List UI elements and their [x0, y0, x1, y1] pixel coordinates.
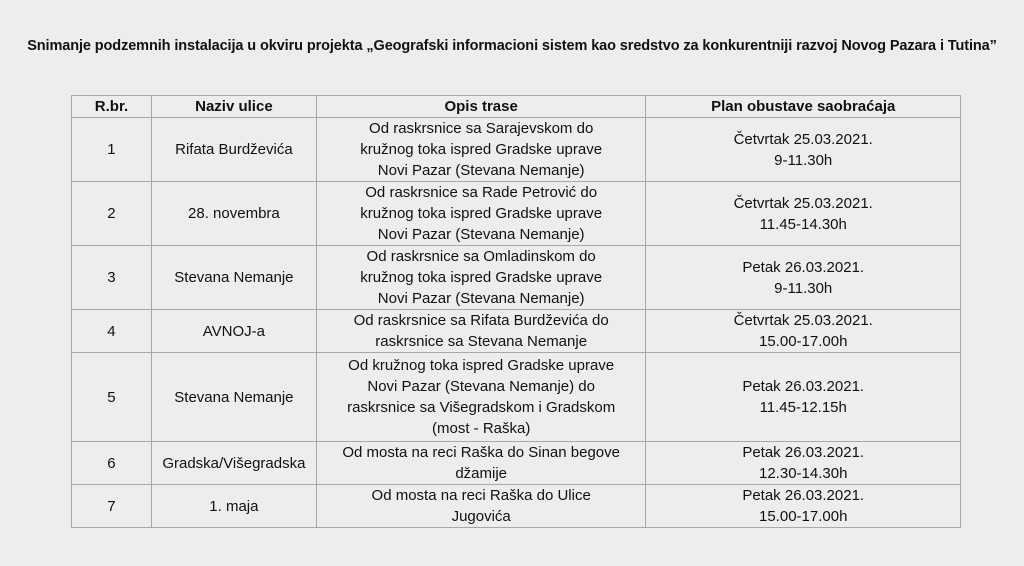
- plan-date: Petak 26.03.2021.: [742, 444, 865, 461]
- header-plan: Plan obustave saobraćaja: [646, 96, 961, 118]
- plan-date: Petak 26.03.2021.: [742, 258, 865, 276]
- header-number: R.br.: [72, 96, 152, 118]
- row-plan: [646, 310, 961, 353]
- route-line: kružnog toka ispred Gradske uprave: [360, 269, 603, 286]
- table-row: [72, 118, 961, 182]
- row-plan: [646, 246, 961, 310]
- row-route: [316, 485, 646, 528]
- plan-time: 9-11.30h: [774, 151, 833, 169]
- row-plan: [646, 182, 961, 246]
- row-plan: [646, 485, 961, 528]
- route-line: kružnog toka ispred Gradske uprave: [360, 141, 603, 158]
- table-header-row: [72, 96, 961, 118]
- plan-time: 9-11.30h: [774, 279, 833, 297]
- row-street: Stevana Nemanje: [151, 353, 316, 442]
- plan-date: Četvrtak 25.03.2021.: [733, 194, 873, 212]
- row-number: 1: [72, 118, 152, 182]
- route-line: Novi Pazar (Stevana Nemanje): [377, 162, 585, 179]
- route-line: (most - Raška): [431, 420, 531, 437]
- row-number: 7: [72, 485, 152, 528]
- page-title: Snimanje podzemnih instalacija u okviru projekta „Geografski informacioni sistem kao sredstvo za konkurentniji razvoj Novog Pazara i Tutina”: [27, 38, 997, 54]
- route-line: Novi Pazar (Stevana Nemanje): [377, 226, 585, 243]
- row-route: [316, 442, 646, 485]
- route-line: Od raskrsnice sa Rifata Burdževića do: [353, 312, 609, 329]
- route-line: Od kružnog toka ispred Gradske uprave: [348, 357, 615, 374]
- route-line: raskrsnice sa Stevana Nemanje: [375, 333, 588, 350]
- row-number: 5: [72, 353, 152, 442]
- table-row: [72, 246, 961, 310]
- table-row: [72, 442, 961, 485]
- route-line: Jugovića: [451, 508, 511, 525]
- plan-time: 11.45-14.30h: [759, 215, 847, 233]
- row-street: 28. novembra: [151, 182, 316, 246]
- row-street: 1. maja: [151, 485, 316, 528]
- row-street: Gradska/Višegradska: [151, 442, 316, 485]
- route-line: džamije: [455, 465, 507, 482]
- header-street: Naziv ulice: [151, 96, 316, 118]
- route-line: Od mosta na reci Raška do Sinan begove: [342, 444, 620, 461]
- route-line: Od raskrsnice sa Rade Petrović do: [365, 184, 598, 201]
- route-line: Od mosta na reci Raška do Ulice: [371, 487, 591, 504]
- row-route: [316, 310, 646, 353]
- row-number: 6: [72, 442, 152, 485]
- row-route: [316, 353, 646, 442]
- row-street: AVNOJ-a: [151, 310, 316, 353]
- table-row: [72, 310, 961, 353]
- row-number: 2: [72, 182, 152, 246]
- row-plan: [646, 442, 961, 485]
- plan-time: 12.30-14.30h: [759, 465, 848, 482]
- plan-time: 11.45-12.15h: [759, 399, 847, 416]
- route-line: raskrsnice sa Višegradskom i Gradskom: [347, 399, 616, 416]
- route-line: Novi Pazar (Stevana Nemanje) do: [367, 378, 595, 395]
- table-row: [72, 353, 961, 442]
- table-row: [72, 182, 961, 246]
- route-line: Od raskrsnice sa Sarajevskom do: [369, 120, 594, 137]
- route-line: Novi Pazar (Stevana Nemanje): [377, 290, 585, 307]
- plan-time: 15.00-17.00h: [759, 333, 848, 350]
- plan-date: Petak 26.03.2021.: [742, 378, 865, 395]
- route-line: Od raskrsnice sa Omladinskom do: [366, 248, 596, 265]
- row-number: 3: [72, 246, 152, 310]
- row-plan: [646, 118, 961, 182]
- row-route: [316, 246, 646, 310]
- plan-date: Četvrtak 25.03.2021.: [733, 130, 873, 148]
- plan-date: Petak 26.03.2021.: [742, 487, 865, 504]
- header-route: Opis trase: [316, 96, 646, 118]
- plan-time: 15.00-17.00h: [759, 508, 848, 525]
- row-route: [316, 182, 646, 246]
- row-route: [316, 118, 646, 182]
- table-row: [72, 485, 961, 528]
- row-street: Rifata Burdževića: [151, 118, 316, 182]
- row-street: Stevana Nemanje: [151, 246, 316, 310]
- row-plan: [646, 353, 961, 442]
- traffic-suspension-table: [71, 95, 961, 528]
- row-number: 4: [72, 310, 152, 353]
- route-line: kružnog toka ispred Gradske uprave: [360, 205, 603, 222]
- plan-date: Četvrtak 25.03.2021.: [733, 312, 873, 329]
